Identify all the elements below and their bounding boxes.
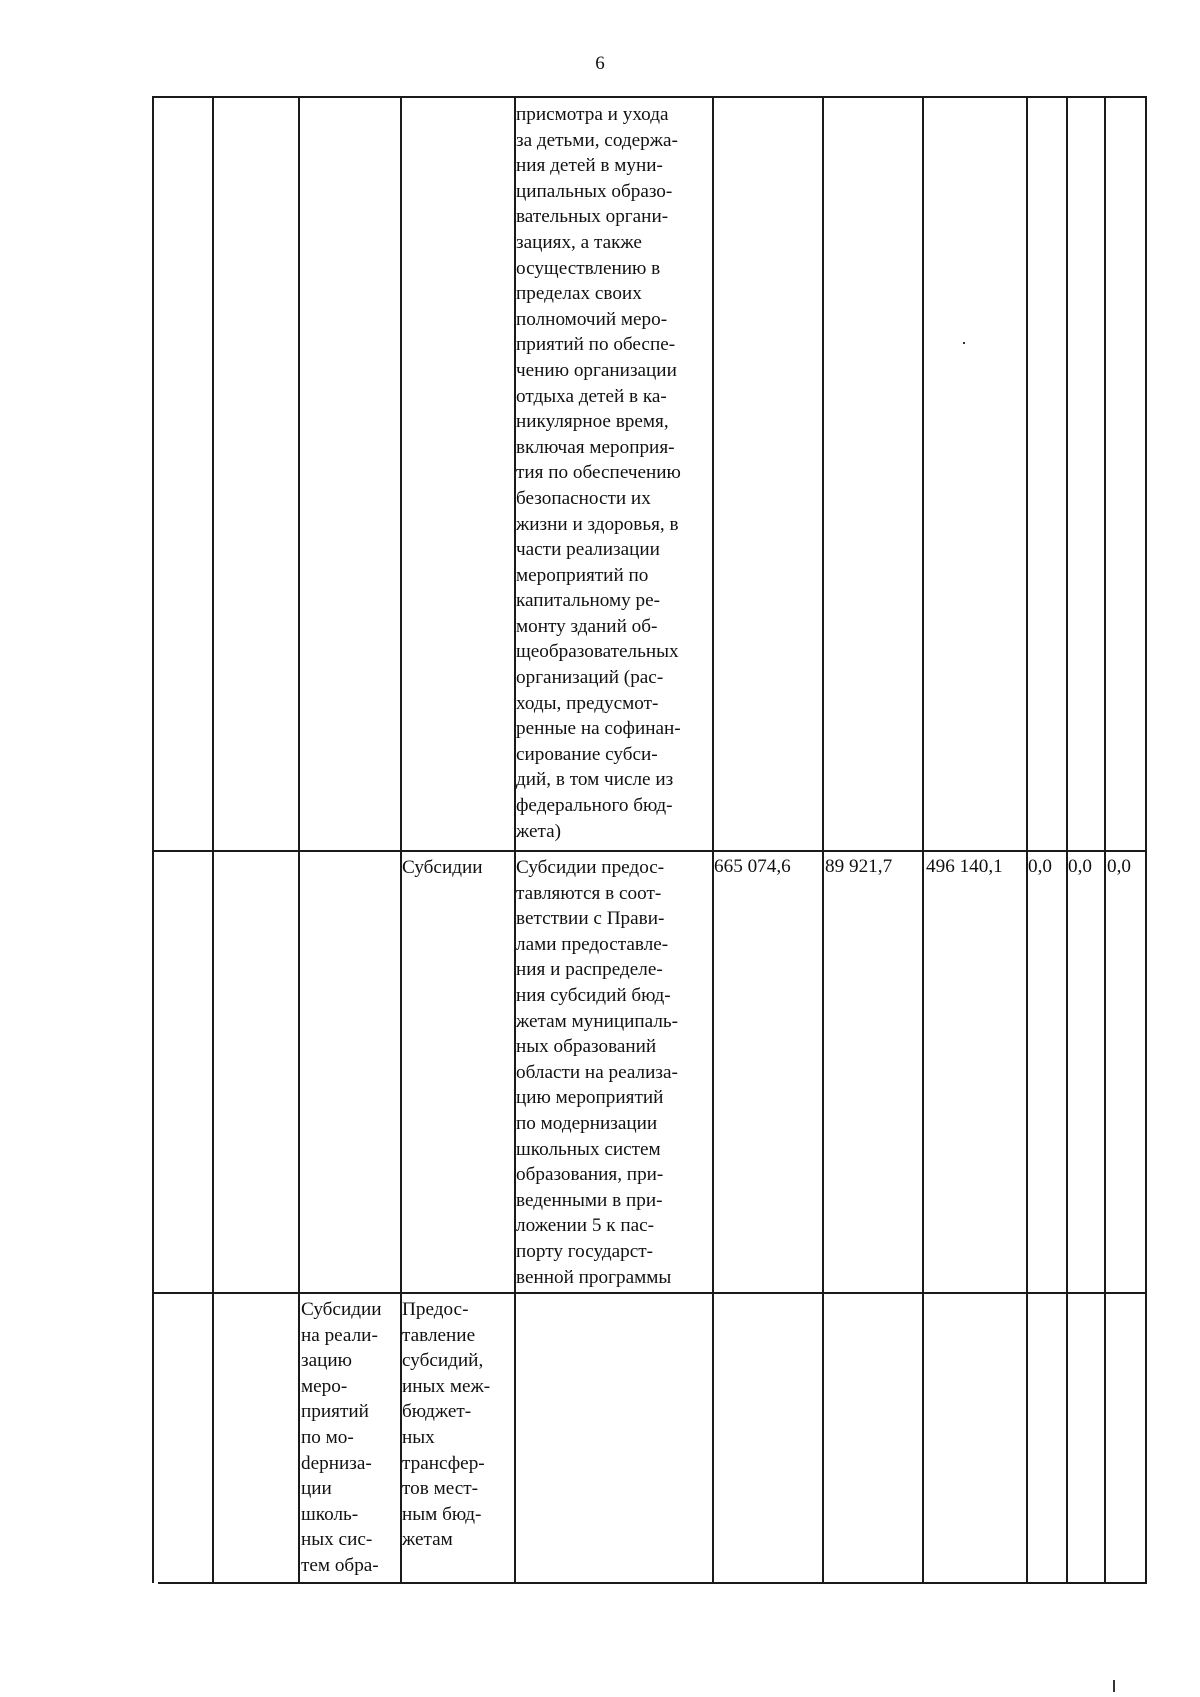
column-border-1 (152, 96, 154, 1583)
row-2-value-6: 0,0 (1107, 856, 1131, 877)
row-2-description: Субсидии предос- тавляются в соот- ветствии с Прави- лами предоставле- ния и распределе- ния субсидий бюд- жетам муниципаль- ных образований области на реализа- цию мероприятий по модернизации школьных систем образования, при- веденными в при- ложении 5 к пас- порту государст- венной программы (516, 857, 679, 1288)
row-2-value-4: 0,0 (1028, 856, 1052, 877)
column-border-10 (1066, 96, 1068, 1583)
row-2-value-5: 0,0 (1068, 856, 1092, 877)
scan-speck (963, 342, 965, 344)
table-bottom-border (158, 1582, 1147, 1584)
row-2-type: Субсидии (402, 857, 483, 878)
column-border-11 (1104, 96, 1106, 1583)
row-2-value-1: 665 074,6 (714, 856, 791, 877)
row-1-description: присмотра и ухода за детьми, содержа- ния детей в муни- ципальных образо- вательных органи- зациях, а также осуществлению в пределах своих полномочий меро- приятий по обеспе- чению организации отдыха детей в ка- никулярное время, включая мероприя- тия по обеспечению безопасности их жизни и здоровья, в части реализации мероприятий по капитальному ре- монту зданий об- щеобразовательных организаций (рас- ходы, предусмот- ренные на софинан- сирование субси- дий, в том числе из федерального бюд- жета) (516, 104, 681, 842)
scan-speck (1113, 1680, 1115, 1692)
row-2-value-2: 89 921,7 (825, 856, 893, 877)
row-divider-2 (152, 1292, 1146, 1294)
column-border-12 (1145, 96, 1147, 1583)
row-3-measure: Субсидии на реали- зацию меро- приятий по мо- dерниза- ции школь- ных сис- тем обра- (301, 1299, 382, 1576)
page-number: 6 (595, 53, 605, 74)
column-border-6 (712, 96, 714, 1583)
column-border-9 (1026, 96, 1028, 1583)
table-top-border (152, 96, 1146, 98)
column-border-2 (212, 96, 214, 1583)
row-3-type: Предос- тавление субсидий, иных меж- бюджет- ных трансфер- тов мест- ным бюд- жетам (402, 1299, 491, 1551)
row-2-value-3: 496 140,1 (926, 856, 1003, 877)
column-border-8 (922, 96, 924, 1583)
column-border-3 (298, 96, 300, 1583)
column-border-7 (822, 96, 824, 1583)
row-divider-1 (152, 850, 1146, 852)
